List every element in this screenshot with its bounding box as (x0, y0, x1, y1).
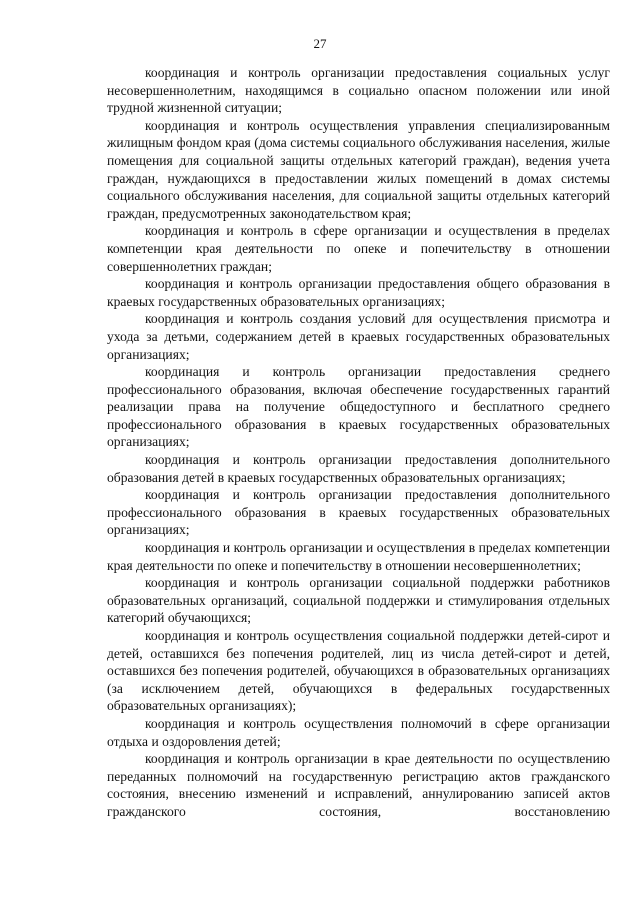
paragraph: координация и контроль создания условий для осуществления присмотра и ухода за детьми, содержанием детей в краевых государственных образовательных организациях; (107, 311, 610, 362)
paragraph: координация и контроль организации социальной поддержки работников образовательных организаций, социальной поддержки и стимулирования отдельных категорий обучающихся; (107, 575, 610, 626)
paragraph: координация и контроль осуществления социальной поддержки детей-сирот и детей, оставшихся без попечения родителей, лиц из числа детей-сирот и детей, оставшихся без попечения родителей, обучающихся в образовательных организациях (за исключением детей, обучающихся в федеральных государственных образовательных организациях); (107, 628, 610, 714)
paragraph-continued: координация и контроль организации в крае деятельности по осуществлению переданных полномочий на государственную регистрацию актов гражданского состояния, внесению изменений и исправлений, аннулированию записей актов гражданского состояния, восстановлению (107, 751, 610, 819)
paragraph: координация и контроль организации и осуществления в пределах компетенции края деятельности по опеке и попечительству в отношении несовершеннолетних; (107, 540, 610, 573)
paragraph: координация и контроль осуществления управления специализированным жилищным фондом края (дома системы социального обслуживания населения, жилые помещения для социальной защиты отдельных категорий граждан), ведения учета граждан, нуждающихся в предоставлении жилых помещений в домах системы социального обслуживания населения, для социальной защиты отдельных категорий граждан, предусмотренных законодательством края; (107, 117, 610, 221)
document-body (107, 64, 610, 821)
page-number: 27 (313, 36, 327, 51)
paragraph: координация и контроль организации предоставления дополнительного образования детей в краевых государственных образовательных организациях; (107, 452, 610, 485)
paragraph: координация и контроль в сфере организации и осуществления в пределах компетенции края деятельности по опеке и попечительству в отношении совершеннолетних граждан; (107, 223, 610, 274)
paragraph: координация и контроль организации предоставления дополнительного профессионального образования в краевых государственных образовательных организациях; (107, 487, 610, 538)
paragraph: координация и контроль организации предоставления социальных услуг несовершеннолетним, находящимся в социально опасном положении или иной трудной жизненной ситуации; (107, 65, 610, 116)
paragraph: координация и контроль осуществления полномочий в сфере организации отдыха и оздоровления детей; (107, 715, 610, 749)
paragraph: координация и контроль организации предоставления общего образования в краевых государственных образовательных организациях; (107, 276, 610, 309)
paragraph: координация и контроль организации предоставления среднего профессионального образования, включая обеспечение государственных гарантий реализации права на получение общедоступного и бесплатного среднего профессионального образования в краевых государственных образовательных организациях; (107, 364, 610, 450)
